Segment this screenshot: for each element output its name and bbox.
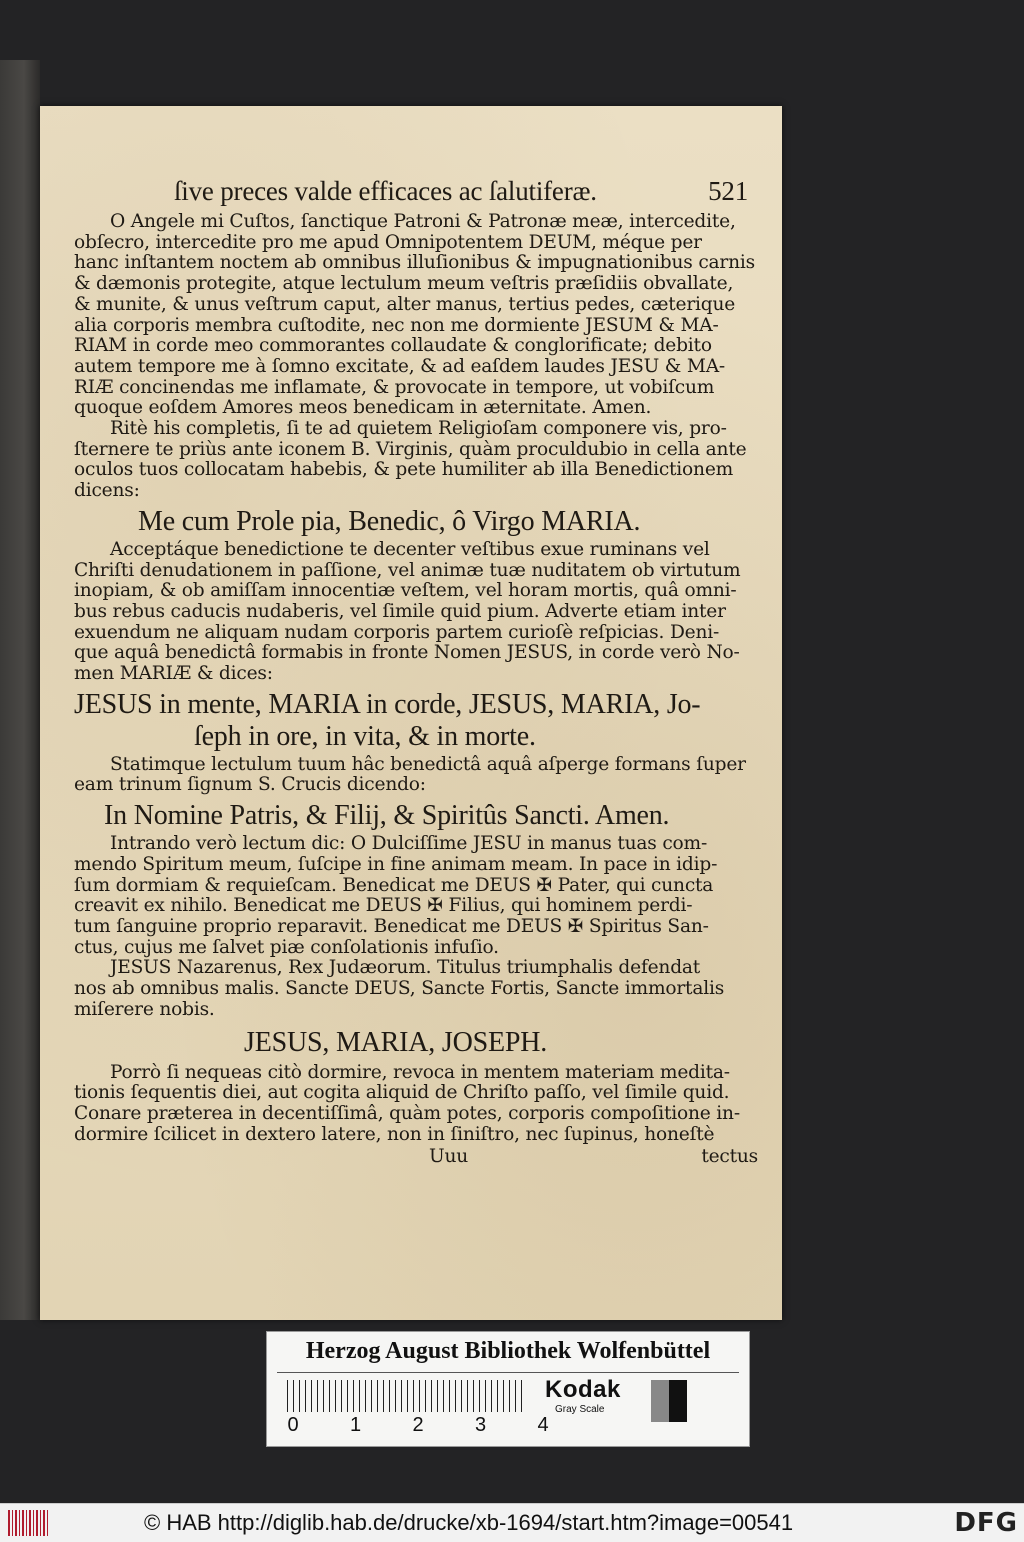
text-line: JESUS Nazarenus, Rex Judæorum. Titulus triumphalis defendat xyxy=(110,957,701,979)
ruler-number: 2 xyxy=(412,1414,424,1436)
page-footer-marks xyxy=(74,1147,758,1168)
text-line: alia corporis membra cuſtodite, nec non me dormiente JESUM & MA- xyxy=(74,314,719,336)
card-divider xyxy=(277,1372,739,1373)
text-line: Chriſti denudationem in paſſione, vel animæ tuæ nuditatem ob virtutum xyxy=(74,559,741,581)
page-number: 521 xyxy=(708,176,748,206)
scanned-page xyxy=(40,106,782,1320)
text-line: O Angele mi Cuſtos, ſanctique Patroni & Patronæ meæ, intercedite, xyxy=(110,211,736,232)
text-line: tum ſanguine proprio reparavit. Benedicat me DEUS ✠ Spiritus San- xyxy=(74,915,709,937)
text-line: Intrando verò lectum dic: O Dulciſſime JESU in manus tuas com- xyxy=(110,833,708,855)
text-line: dicens: xyxy=(74,480,140,502)
catchword: tectus xyxy=(701,1146,758,1168)
text-line: RIAM in corde meo commorantes collaudate & conglorificate; debito xyxy=(74,335,712,357)
ruler-number: 4 xyxy=(537,1414,549,1436)
text-line: miſerere nobis. xyxy=(74,998,215,1020)
text-line: Porrò ſi nequeas citò dormire, revoca in mentem materiam medita- xyxy=(110,1061,730,1083)
ruler-number: 1 xyxy=(349,1414,362,1436)
text-line: dormire ſcilicet in dextero latere, non in ſiniſtro, nec ſupinus, honeſtè xyxy=(74,1123,715,1145)
signature-mark: Uuu xyxy=(429,1146,469,1168)
library-name: Herzog August Bibliothek Wolfenbüttel xyxy=(305,1338,711,1364)
text-line: inopiam, & ob amiſſam innocentiæ veſtem, vel horam mortis, quâ omni- xyxy=(74,580,737,602)
heading-jesus-maria-a: JESUS in mente, MARIA in corde, JESUS, MARIA, Jo- xyxy=(74,688,701,720)
text-line: & munite, & unus veſtrum caput, alter manus, tertius pedes, cæterique xyxy=(74,293,736,315)
text-line: que aquâ benedictâ formabis in fronte Nomen JESUS, in corde verò No- xyxy=(74,642,740,664)
running-head-title: ſive preces valde efficaces ac ſalutiferæ. xyxy=(174,176,597,206)
text-line: Statimque lectulum tuum hâc benedictâ aquâ aſperge formans ſuper xyxy=(110,753,746,775)
heading-jesus-maria-b: ſeph in ore, in vita, & in morte. xyxy=(194,720,536,752)
ruler-numbers xyxy=(283,1414,553,1437)
text-line: exuendum ne aliquam nudam corporis partem curioſè reſpicias. Deni- xyxy=(74,621,720,643)
hab-logo-icon xyxy=(8,1510,48,1536)
text-line: Ritè his completis, ſi te ad quietem Religioſam componere vis, pro- xyxy=(110,418,727,440)
book-edge xyxy=(0,60,40,1320)
text-line: quoque eoſdem Amores meos benedicam in æternitate. Amen. xyxy=(74,397,652,419)
paragraph-sleep xyxy=(74,1063,758,1146)
paragraph-prayer xyxy=(74,212,758,502)
text-line: ctus, cujus me ſalvet piæ conſolationis infuſio. xyxy=(74,936,499,958)
text-line: Conare præterea in decentiſſimâ, quàm potes, corporis compoſitione in- xyxy=(74,1102,740,1124)
text-line: nos ab omnibus malis. Sancte DEUS, Sancte Fortis, Sancte immortalis xyxy=(74,978,725,1000)
dfg-logo: DFG xyxy=(954,1508,1018,1538)
text-line: men MARIÆ & dices: xyxy=(74,663,273,685)
text-line: obſecro, intercedite pro me apud Omnipotentem DEUM, méque per xyxy=(74,231,702,253)
text-line: mendo Spiritum meum, ſuſcipe in fine animam meam. In pace in idip- xyxy=(74,853,718,875)
text-line: creavit ex nihilo. Benedicat me DEUS ✠ Filius, qui hominem perdi- xyxy=(74,895,693,917)
paragraph-bed xyxy=(74,834,758,1020)
ruler-number: 0 xyxy=(287,1414,299,1436)
text-line: tionis ſequentis diei, aut cogita aliquid de Chriſto paſſo, vel ſimile quid. xyxy=(74,1082,730,1104)
heading-in-nomine: In Nomine Patris, & Filij, & Spiritûs Sancti. Amen. xyxy=(104,800,670,832)
text-line: autem tempore me à ſomno excitate, & ad eaſdem laudes JESU & MA- xyxy=(74,355,726,377)
text-line: & dæmonis protegite, atque lectulum meum veſtris præſidiis obvallate, xyxy=(74,273,734,295)
source-url[interactable]: © HAB http://diglib.hab.de/drucke/xb-1694/start.htm?image=00541 xyxy=(144,1510,794,1535)
kodak-brand: Kodak xyxy=(545,1376,621,1403)
text-line: ſternere te priùs ante iconem B. Virginis, quàm proculdubio in cella ante xyxy=(74,438,747,460)
paragraph-undress xyxy=(74,540,758,685)
color-target-card xyxy=(266,1331,750,1447)
heading-jesus-maria-joseph: JESUS, MARIA, JOSEPH. xyxy=(244,1026,548,1058)
text-line: RIÆ concinendas me inflamate, & provocate in tempore, ut vobiſcum xyxy=(74,376,715,398)
gray-scale-patch xyxy=(651,1380,687,1422)
page-text xyxy=(74,176,758,1168)
kodak-subtitle: Gray Scale xyxy=(555,1404,605,1415)
text-line: bus rebus caducis nudaberis, vel ſimile quid pium. Adverte etiam inter xyxy=(74,600,726,622)
ruler-scale xyxy=(287,1380,527,1412)
kodak-label xyxy=(545,1376,621,1415)
text-line: hanc inſtantem noctem ab omnibus illuſionibus & impugnationibus carnis xyxy=(74,252,755,274)
text-line: Acceptáque benedictione te decenter veſtibus exue ruminans vel xyxy=(110,538,710,560)
running-head xyxy=(174,176,748,206)
text-line: oculos tuos collocatam habebis, & pete humiliter ab illa Benedictionem xyxy=(74,459,734,481)
text-line: eam trinum ſignum S. Crucis dicendo: xyxy=(74,774,426,796)
heading-benedic: Me cum Prole pia, Benedic, ô Virgo MARIA. xyxy=(138,505,641,537)
footer-bar xyxy=(0,1503,1024,1542)
text-line: ſum dormiam & requieſcam. Benedicat me DEUS ✠ Pater, qui cuncta xyxy=(74,874,714,896)
paragraph-sprinkle xyxy=(74,755,758,796)
ruler-number: 3 xyxy=(474,1414,487,1436)
